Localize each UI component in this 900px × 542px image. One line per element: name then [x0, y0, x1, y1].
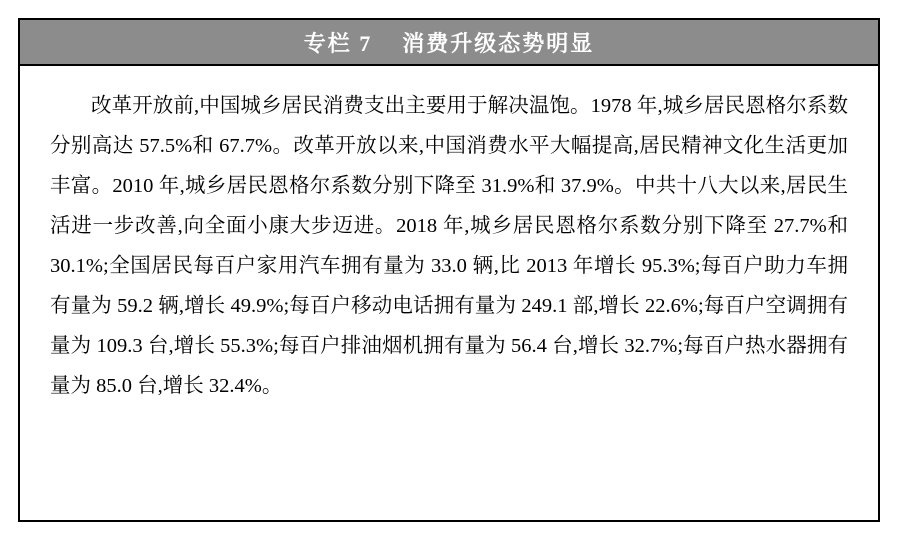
callout-box — [18, 18, 880, 522]
callout-body-paragraph: 改革开放前,中国城乡居民消费支出主要用于解决温饱。1978 年,城乡居民恩格尔系数分别高达 57.5%和 67.7%。改革开放以来,中国消费水平大幅提高,居民精神文化生活更加丰富。2010 年,城乡居民恩格尔系数分别下降至 31.9%和 37.9%。中共十八大以来,居民生活进一步改善,向全面小康大步迈进。2018 年,城乡居民恩格尔系数分别下降至 27.7%和 30.1%;全国居民每百户家用汽车拥有量为 33.0 辆,比 2013 年增长 95.3%;每百户助力车拥有量为 59.2 辆,增长 49.9%;每百户移动电话拥有量为 249.1 部,增长 22.6%;每百户空调拥有量为 109.3 台,增长 55.3%;每百户排油烟机拥有量为 56.4 台,增长 32.7%;每百户热水器拥有量为 85.0 台,增长 32.4%。 — [50, 95, 848, 397]
callout-box-title: 专栏 7 消费升级态势明显 — [303, 30, 595, 56]
callout-box-body — [20, 66, 878, 416]
callout-box-header — [20, 20, 878, 66]
